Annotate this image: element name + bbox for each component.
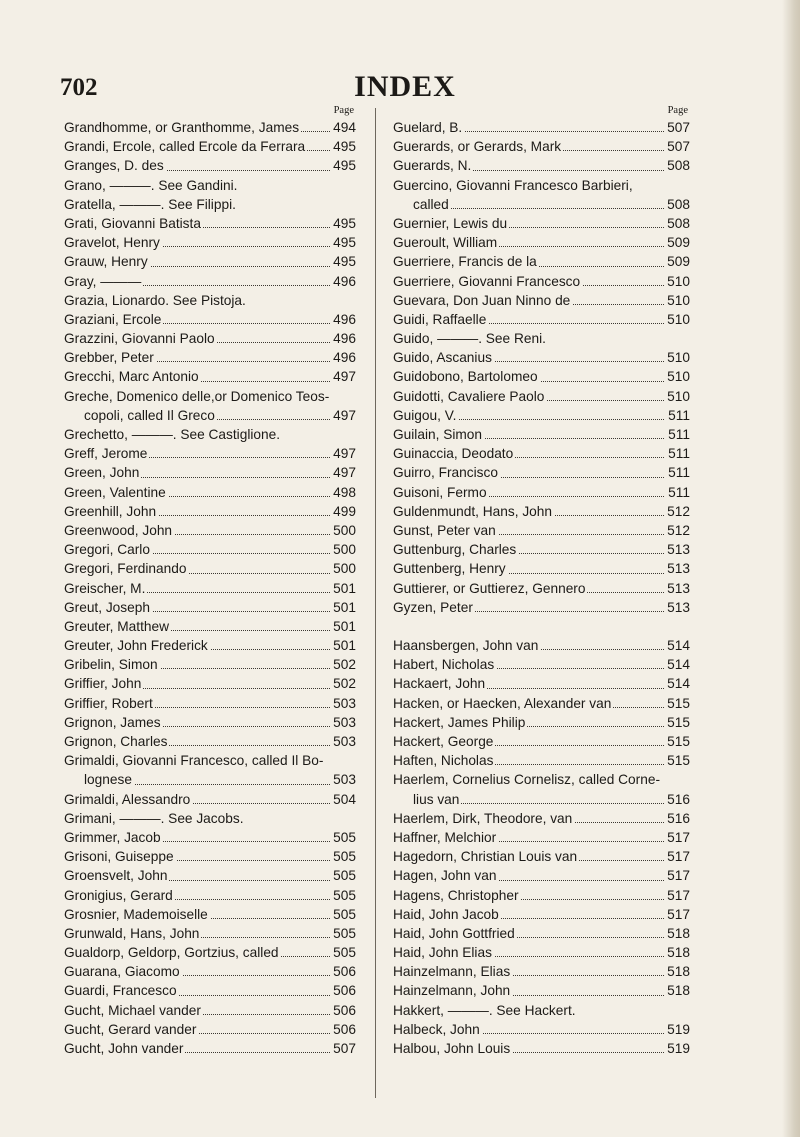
index-entry-name: copoli, called Il Greco bbox=[64, 408, 217, 423]
index-entry bbox=[64, 886, 356, 905]
page-column-heading: Page bbox=[333, 105, 354, 116]
index-entry bbox=[393, 387, 690, 406]
index-entry-name: Hagedorn, Christian Louis van bbox=[393, 849, 578, 865]
index-entry-name: Guernier, Lewis du bbox=[393, 215, 508, 231]
index-entry-page: 495 bbox=[330, 252, 356, 271]
index-entry-name: Guido, Ascanius bbox=[393, 350, 492, 366]
index-entry bbox=[64, 866, 356, 885]
index-entry-name: Guirro, Francisco bbox=[393, 465, 498, 481]
index-entry-page: 502 bbox=[330, 674, 356, 693]
index-entry-page: 510 bbox=[664, 387, 690, 406]
index-entry bbox=[64, 156, 356, 175]
index-entry bbox=[64, 118, 356, 137]
index-entry bbox=[393, 348, 690, 367]
index-entry-page: 510 bbox=[664, 348, 690, 367]
index-entry-list bbox=[64, 118, 356, 1058]
index-entry bbox=[64, 636, 356, 655]
index-entry-page: 496 bbox=[330, 348, 356, 367]
index-entry bbox=[393, 636, 690, 655]
index-entry-page: 505 bbox=[330, 866, 356, 885]
index-entry bbox=[64, 713, 356, 732]
index-entry-name: Guinaccia, Deodato bbox=[393, 446, 514, 462]
index-entry-name: Haid, John Elias bbox=[393, 945, 492, 961]
index-entry-page: 517 bbox=[664, 886, 690, 905]
index-entry-page: 510 bbox=[664, 367, 690, 386]
index-entry bbox=[64, 1039, 356, 1058]
index-entry bbox=[64, 828, 356, 847]
index-entry-name: Hackaert, John bbox=[393, 676, 486, 692]
index-entry-name: Guigou, V. bbox=[393, 407, 457, 423]
index-entry-name: Grebber, Peter bbox=[64, 350, 154, 366]
index-entry-name: Guelard, B. bbox=[393, 120, 463, 135]
index-entry-name: Guidotti, Cavaliere Paolo bbox=[393, 388, 545, 404]
index-entry-name: Greuter, John Frederick bbox=[64, 638, 208, 654]
index-entry bbox=[393, 1020, 690, 1039]
index-entry bbox=[64, 617, 356, 636]
index-entry bbox=[64, 214, 356, 233]
index-entry-page: 505 bbox=[330, 905, 356, 924]
index-entry bbox=[393, 598, 690, 617]
index-entry bbox=[64, 674, 356, 693]
index-entry-page: 515 bbox=[664, 751, 690, 770]
index-entry bbox=[393, 732, 690, 751]
index-entry-name: Halbeck, John bbox=[393, 1021, 480, 1037]
index-entry-page: 499 bbox=[330, 502, 356, 521]
index-entry-name: Gronigius, Gerard bbox=[64, 887, 173, 903]
index-entry bbox=[393, 962, 690, 981]
index-column-left bbox=[64, 104, 356, 1058]
index-entry-name: Greenwood, John bbox=[64, 522, 173, 538]
index-entry bbox=[64, 483, 356, 502]
index-entry-name: Graziani, Ercole bbox=[64, 311, 162, 327]
index-entry-name: Griffier, Robert bbox=[64, 695, 153, 711]
index-entry-name: Grati, Giovanni Batista bbox=[64, 215, 201, 231]
index-entry-name: Guldenmundt, Hans, John bbox=[393, 503, 553, 519]
index-entry-page: 498 bbox=[330, 483, 356, 502]
index-entry-name: Gregori, Carlo bbox=[64, 542, 150, 558]
index-entry-name: Greff, Jerome bbox=[64, 446, 148, 462]
index-entry-page: 512 bbox=[664, 521, 690, 540]
index-entry-page: 518 bbox=[664, 924, 690, 943]
index-entry-page: 511 bbox=[665, 444, 690, 463]
index-entry-name: Grandhomme, or Granthomme, James bbox=[64, 120, 300, 135]
index-entry-page: 495 bbox=[330, 214, 356, 233]
index-entry-page: 515 bbox=[664, 694, 690, 713]
index-entry bbox=[393, 559, 690, 578]
index-entry-name: Guttenburg, Charles bbox=[393, 542, 517, 558]
index-entry bbox=[393, 483, 690, 502]
index-entry bbox=[393, 905, 690, 924]
page-number: 702 bbox=[60, 74, 98, 101]
index-entry-page: 513 bbox=[664, 540, 690, 559]
index-entry-name: Grimaldi, Alessandro bbox=[64, 791, 191, 807]
index-entry-name: Granges, D. des bbox=[64, 158, 164, 174]
index-entry-name: Habert, Nicholas bbox=[393, 657, 495, 673]
index-entry bbox=[393, 425, 690, 444]
index-cross-reference: Guido, ———. See Reni. bbox=[393, 331, 546, 347]
index-entry-name: Hagens, Christopher bbox=[393, 887, 519, 903]
index-entry-name: Hacken, or Haecken, Alexander van bbox=[393, 695, 612, 711]
index-cross-reference: Haerlem, Cornelius Cornelisz, called Corne- bbox=[393, 772, 661, 788]
index-entry-name: Grimmer, Jacob bbox=[64, 829, 161, 845]
index-entry-name: Guerriere, Francis de la bbox=[393, 254, 537, 270]
index-entry-name: Grauw, Henry bbox=[64, 254, 148, 270]
index-entry-page: 508 bbox=[664, 214, 690, 233]
index-entry bbox=[64, 444, 356, 463]
index-entry-name: Gribelin, Simon bbox=[64, 657, 158, 673]
index-entry-name: Haerlem, Dirk, Theodore, van bbox=[393, 810, 573, 826]
index-entry-page: 506 bbox=[330, 1020, 356, 1039]
index-entry-page: 513 bbox=[664, 598, 690, 617]
index-entry-name: Gray, ——— bbox=[64, 273, 142, 289]
index-entry bbox=[64, 790, 356, 809]
index-entry bbox=[393, 886, 690, 905]
index-entry-name: Grignon, Charles bbox=[64, 734, 168, 749]
index-entry-page: 502 bbox=[330, 655, 356, 674]
index-entry-name: Grignon, James bbox=[64, 714, 161, 730]
index-entry bbox=[393, 866, 690, 885]
index-entry-name: Gucht, Michael vander bbox=[64, 1002, 201, 1018]
index-cross-reference: Gratella, ———. See Filippi. bbox=[64, 196, 236, 212]
index-entry-name: Greut, Joseph bbox=[64, 599, 150, 615]
index-entry bbox=[393, 195, 690, 214]
index-entry-page: 495 bbox=[330, 137, 356, 156]
index-entry-page: 517 bbox=[664, 905, 690, 924]
index-entry bbox=[64, 770, 356, 789]
index-entry-page: 509 bbox=[664, 252, 690, 271]
index-entry-page: 514 bbox=[664, 636, 690, 655]
index-entry bbox=[64, 1020, 356, 1039]
index-entry-page: 509 bbox=[664, 233, 690, 252]
index-entry-page: 501 bbox=[330, 579, 356, 598]
index-entry-page: 505 bbox=[330, 924, 356, 943]
index-entry-name: Haansbergen, John van bbox=[393, 638, 539, 654]
index-entry-name: Guttenberg, Henry bbox=[393, 561, 506, 577]
index-entry bbox=[393, 847, 690, 866]
index-entry bbox=[393, 1039, 690, 1058]
index-entry-page: 497 bbox=[330, 463, 356, 482]
index-entry-name: Hainzelmann, Elias bbox=[393, 964, 511, 980]
index-entry bbox=[393, 252, 690, 271]
index-entry bbox=[64, 694, 356, 713]
index-entry bbox=[393, 444, 690, 463]
index-entry bbox=[64, 1001, 356, 1020]
index-cross-reference: Grechetto, ———. See Castiglione. bbox=[64, 427, 281, 442]
index-entry-page: 510 bbox=[664, 272, 690, 291]
index-entry-name: Haid, John Gottfried bbox=[393, 925, 515, 941]
index-entry-name: Gueroult, William bbox=[393, 235, 498, 251]
index-entry bbox=[64, 962, 356, 981]
index-entry-page: 505 bbox=[330, 886, 356, 905]
index-entry-name: Haften, Nicholas bbox=[393, 753, 494, 769]
index-entry bbox=[393, 272, 690, 291]
index-entry-page: 496 bbox=[330, 272, 356, 291]
index-entry bbox=[64, 502, 356, 521]
index-entry bbox=[64, 540, 356, 559]
index-entry-name: lognese bbox=[64, 772, 134, 787]
index-entry bbox=[64, 847, 356, 866]
index-entry-page: 518 bbox=[664, 981, 690, 1000]
index-cross-reference: Greche, Domenico delle,or Domenico Teos- bbox=[64, 388, 330, 404]
index-entry-page: 497 bbox=[330, 406, 356, 425]
index-entry bbox=[393, 943, 690, 962]
page-title: INDEX bbox=[354, 70, 456, 103]
index-entry-page: 496 bbox=[330, 329, 356, 348]
index-entry bbox=[393, 463, 690, 482]
index-entry bbox=[393, 809, 690, 828]
index-entry bbox=[64, 943, 356, 962]
index-entry-page: 503 bbox=[330, 694, 356, 713]
index-entry-page: 496 bbox=[330, 310, 356, 329]
index-entry-name: Greischer, M. bbox=[64, 580, 146, 596]
index-entry-name: lius van bbox=[393, 792, 461, 807]
index-entry-page: 513 bbox=[664, 559, 690, 578]
index-entry bbox=[64, 367, 356, 386]
index-entry-name: Guttierer, or Guttierez, Gennero bbox=[393, 580, 586, 596]
index-entry bbox=[64, 559, 356, 578]
index-entry-page: 495 bbox=[330, 233, 356, 252]
index-entry-page: 515 bbox=[664, 713, 690, 732]
index-entry-page: 501 bbox=[330, 636, 356, 655]
page-column-heading: Page bbox=[667, 105, 688, 116]
index-entry-page: 507 bbox=[330, 1039, 356, 1058]
index-entry bbox=[64, 732, 356, 751]
index-entry-page: 519 bbox=[664, 1020, 690, 1039]
index-entry-page: 517 bbox=[664, 866, 690, 885]
index-entry-page: 500 bbox=[330, 540, 356, 559]
index-entry-page: 504 bbox=[330, 790, 356, 809]
index-entry bbox=[393, 579, 690, 598]
index-entry-page: 508 bbox=[664, 156, 690, 175]
index-entry-page: 517 bbox=[664, 828, 690, 847]
index-entry bbox=[393, 502, 690, 521]
index-entry-name: Halbou, John Louis bbox=[393, 1041, 511, 1056]
index-entry bbox=[393, 540, 690, 559]
index-entry-name: Hainzelmann, John bbox=[393, 983, 511, 999]
index-entry bbox=[64, 924, 356, 943]
index-entry-page: 519 bbox=[664, 1039, 690, 1058]
index-entry bbox=[64, 463, 356, 482]
index-entry-page: 494 bbox=[330, 118, 356, 137]
index-entry-page: 497 bbox=[330, 367, 356, 386]
index-entry-name: Hackert, George bbox=[393, 734, 494, 749]
index-entry-page: 508 bbox=[664, 195, 690, 214]
index-entry-name: Hackert, James Philip bbox=[393, 714, 526, 730]
index-cross-reference: Grano, ———. See Gandini. bbox=[64, 177, 238, 193]
index-entry-page: 507 bbox=[664, 118, 690, 137]
index-entry-name: Gucht, Gerard vander bbox=[64, 1021, 197, 1037]
index-entry-page: 503 bbox=[330, 713, 356, 732]
index-entry-page: 518 bbox=[664, 962, 690, 981]
index-entry-name: Guevara, Don Juan Ninno de bbox=[393, 292, 571, 308]
index-entry-page: 516 bbox=[664, 809, 690, 828]
index-cross-reference: Guercino, Giovanni Francesco Barbieri, bbox=[393, 177, 633, 193]
index-cross-reference: Grazia, Lionardo. See Pistoja. bbox=[64, 292, 246, 308]
index-entry bbox=[64, 655, 356, 674]
index-entry bbox=[393, 713, 690, 732]
page-edge-shadow bbox=[782, 0, 800, 1137]
index-entry-page: 518 bbox=[664, 943, 690, 962]
index-entry-page: 505 bbox=[330, 943, 356, 962]
index-entry-name: Green, John bbox=[64, 465, 140, 481]
index-entry bbox=[393, 137, 690, 156]
index-entry-page: 500 bbox=[330, 559, 356, 578]
index-entry-name: Green, Valentine bbox=[64, 484, 166, 500]
index-entry bbox=[393, 406, 690, 425]
index-entry bbox=[393, 751, 690, 770]
index-entry-page: 505 bbox=[330, 828, 356, 847]
index-entry bbox=[393, 118, 690, 137]
index-entry-page: 495 bbox=[330, 156, 356, 175]
index-entry-page: 517 bbox=[664, 847, 690, 866]
index-entry-name: Gualdorp, Geldorp, Gortzius, called bbox=[64, 945, 279, 961]
index-entry bbox=[393, 981, 690, 1000]
index-entry-name: Guardi, Francesco bbox=[64, 983, 177, 999]
index-cross-reference: Grimani, ———. See Jacobs. bbox=[64, 810, 244, 826]
index-entry-name: Guarana, Giacomo bbox=[64, 964, 180, 980]
index-entry-list bbox=[393, 118, 690, 1058]
index-column-right bbox=[393, 104, 690, 1058]
index-entry bbox=[393, 233, 690, 252]
index-entry-name: Grazzini, Giovanni Paolo bbox=[64, 331, 215, 347]
index-entry bbox=[64, 521, 356, 540]
index-entry bbox=[393, 310, 690, 329]
index-entry bbox=[64, 329, 356, 348]
index-entry-name: Guerriere, Giovanni Francesco bbox=[393, 273, 581, 289]
index-entry-page: 511 bbox=[665, 463, 690, 482]
index-entry-name: Greuter, Matthew bbox=[64, 618, 169, 634]
index-entry-name: called bbox=[393, 197, 451, 212]
index-entry-page: 506 bbox=[330, 962, 356, 981]
index-entry bbox=[393, 828, 690, 847]
index-entry bbox=[64, 310, 356, 329]
index-entry bbox=[393, 521, 690, 540]
index-entry bbox=[393, 291, 690, 310]
index-entry-name: Guilain, Simon bbox=[393, 427, 483, 442]
index-entry-name: Gunst, Peter van bbox=[393, 522, 496, 538]
index-entry-name: Grisoni, Guiseppe bbox=[64, 849, 174, 865]
index-entry-page: 510 bbox=[664, 291, 690, 310]
index-entry bbox=[64, 233, 356, 252]
index-entry-name: Gyzen, Peter bbox=[393, 599, 473, 615]
index-entry bbox=[64, 348, 356, 367]
index-entry bbox=[393, 924, 690, 943]
index-entry-page: 506 bbox=[330, 1001, 356, 1020]
index-entry bbox=[64, 579, 356, 598]
index-entry-name: Gucht, John vander bbox=[64, 1041, 184, 1056]
index-entry-page: 512 bbox=[664, 502, 690, 521]
index-entry bbox=[393, 156, 690, 175]
index-entry-name: Guisoni, Fermo bbox=[393, 484, 487, 500]
index-entry-name: Guidi, Raffaelle bbox=[393, 311, 487, 327]
index-entry bbox=[393, 367, 690, 386]
index-entry-name: Grosnier, Mademoiselle bbox=[64, 906, 208, 922]
index-entry bbox=[393, 790, 690, 809]
index-entry bbox=[64, 905, 356, 924]
index-entry-name: Hagen, John van bbox=[393, 868, 497, 884]
index-entry-page: 501 bbox=[330, 617, 356, 636]
index-entry-page: 510 bbox=[664, 310, 690, 329]
index-cross-reference: Grimaldi, Giovanni Francesco, called Il Bo- bbox=[64, 753, 324, 769]
index-entry bbox=[64, 137, 356, 156]
index-entry-page: 503 bbox=[330, 732, 356, 751]
index-entry-page: 501 bbox=[330, 598, 356, 617]
index-entry-name: Grunwald, Hans, John bbox=[64, 925, 200, 941]
index-entry-page: 506 bbox=[330, 981, 356, 1000]
index-entry-name: Greenhill, John bbox=[64, 503, 157, 519]
index-entry-page: 516 bbox=[664, 790, 690, 809]
index-entry-page: 514 bbox=[664, 674, 690, 693]
index-entry-name: Grandi, Ercole, called Ercole da Ferrara bbox=[64, 139, 306, 155]
index-entry bbox=[64, 252, 356, 271]
index-entry-page: 505 bbox=[330, 847, 356, 866]
index-entry-page: 507 bbox=[664, 137, 690, 156]
index-entry-name: Haid, John Jacob bbox=[393, 906, 499, 922]
index-entry-name: Guerards, N. bbox=[393, 158, 472, 174]
index-entry bbox=[64, 598, 356, 617]
index-entry-name: Groensvelt, John bbox=[64, 868, 168, 884]
index-entry bbox=[64, 981, 356, 1000]
index-entry-name: Guidobono, Bartolomeo bbox=[393, 369, 538, 385]
index-entry-page: 514 bbox=[664, 655, 690, 674]
index-cross-reference: Hakkert, ———. See Hackert. bbox=[393, 1002, 576, 1018]
index-entry-name: Grecchi, Marc Antonio bbox=[64, 369, 199, 385]
index-entry-name: Gravelot, Henry bbox=[64, 235, 160, 251]
index-entry bbox=[64, 272, 356, 291]
index-entry bbox=[393, 214, 690, 233]
index-entry-page: 497 bbox=[330, 444, 356, 463]
index-entry bbox=[64, 406, 356, 425]
index-entry-page: 503 bbox=[330, 770, 356, 789]
index-entry bbox=[393, 674, 690, 693]
index-entry-name: Griffier, John bbox=[64, 676, 142, 692]
column-divider bbox=[375, 108, 376, 1098]
index-entry bbox=[393, 655, 690, 674]
index-entry-page: 513 bbox=[664, 579, 690, 598]
index-entry-page: 511 bbox=[665, 425, 690, 444]
index-entry-page: 500 bbox=[330, 521, 356, 540]
index-entry-page: 511 bbox=[665, 406, 690, 425]
index-entry-name: Gregori, Ferdinando bbox=[64, 561, 187, 577]
index-entry-name: Guerards, or Gerards, Mark bbox=[393, 139, 562, 155]
index-entry-name: Haffner, Melchior bbox=[393, 829, 497, 845]
index-entry-page: 511 bbox=[665, 483, 690, 502]
section-gap bbox=[393, 617, 690, 636]
index-entry bbox=[393, 694, 690, 713]
index-entry-page: 515 bbox=[664, 732, 690, 751]
